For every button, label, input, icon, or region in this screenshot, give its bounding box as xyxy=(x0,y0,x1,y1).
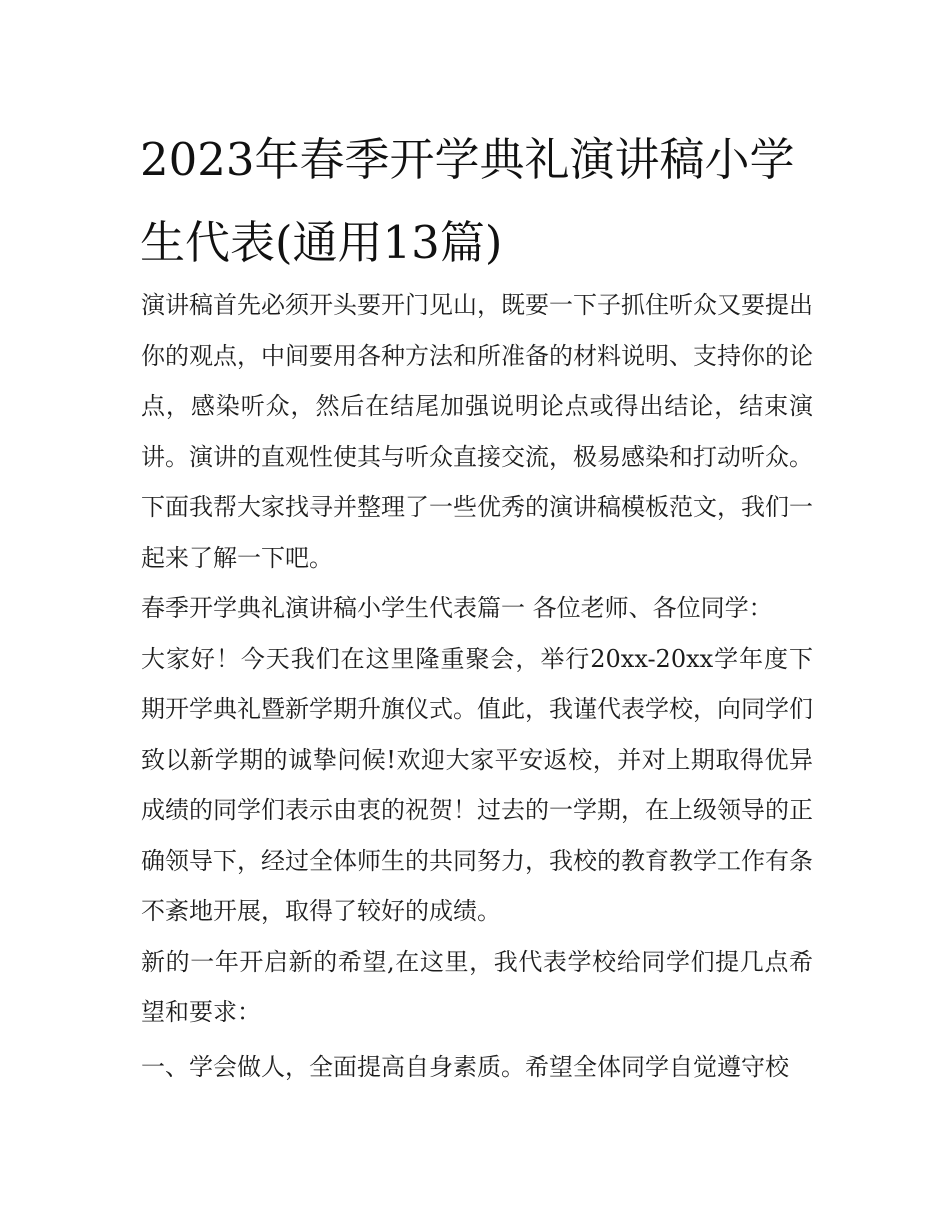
paragraph-intro: 演讲稿首先必须开头要开门见山，既要一下子抓住听众又要提出你的观点，中间要用各种方法和所准备的材料说明、支持你的论点，感染听众，然后在结尾加强说明论点或得出结论，结束演讲。演讲的直观性使其与听众直接交流，极易感染和打动听众。下面我帮大家找寻并整理了一些优秀的演讲稿模板范文，我们一起来了解一下吧。 xyxy=(141,291,813,572)
paragraph-hopes: 新的一年开启新的希望,在这里，我代表学校给同学们提几点希望和要求： xyxy=(141,947,813,1026)
paragraph-heading-1: 春季开学典礼演讲稿小学生代表篇一 各位老师、各位同学： xyxy=(141,594,773,622)
document-body xyxy=(141,280,813,1092)
paragraph-point-1: 一、学会做人，全面提高自身素质。希望全体同学自觉遵守校 xyxy=(141,1052,789,1081)
paragraph-greeting: 大家好！今天我们在这里隆重聚会，举行20xx-20xx学年度下期开学典礼暨新学期升旗仪式。值此，我谨代表学校，向同学们致以新学期的诚挚问候!欢迎大家平安返校，并对上期取得优异成绩的同学们表示由衷的祝贺！过去的一学期，在上级领导的正确领导下，经过全体师生的共同努力，我校的教育教学工作有条不紊地开展，取得了较好的成绩。 xyxy=(141,644,813,925)
document-title: 2023年春季开学典礼演讲稿小学生代表(通用13篇) xyxy=(140,133,795,269)
